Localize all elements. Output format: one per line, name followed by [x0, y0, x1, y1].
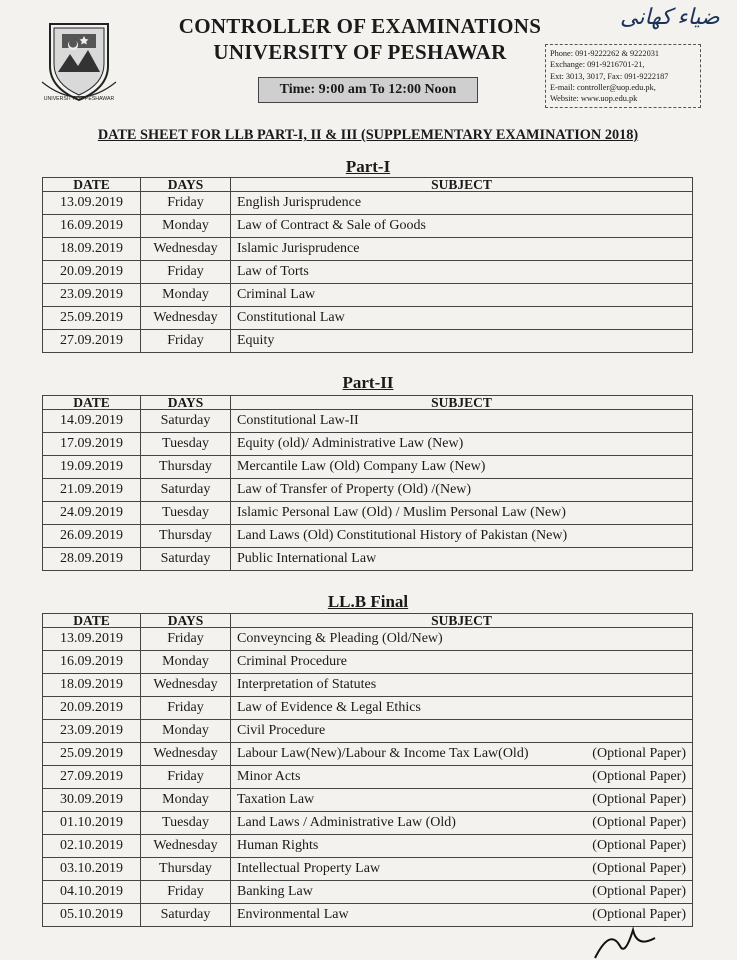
cell-day: Friday — [141, 697, 231, 720]
subject-text: Land Laws / Administrative Law (Old) — [237, 815, 456, 830]
optional-paper-note: (Optional Paper) — [592, 884, 686, 899]
cell-subject — [231, 720, 693, 743]
cell-date: 24.09.2019 — [43, 502, 141, 525]
cell-date: 20.09.2019 — [43, 697, 141, 720]
cell-day: Wednesday — [141, 674, 231, 697]
contact-phone: Phone: 091-9222262 & 9222031 — [550, 49, 660, 58]
table-row — [43, 192, 693, 215]
table-row — [43, 628, 693, 651]
subject-text: Labour Law(New)/Labour & Income Tax Law(Old) — [237, 746, 529, 761]
col-header-days: DAYS — [141, 614, 231, 628]
cell-subject — [231, 261, 693, 284]
svg-text:UNIVERSITY OF PESHAWAR: UNIVERSITY OF PESHAWAR — [43, 96, 115, 102]
table-row — [43, 261, 693, 284]
col-header-subject: SUBJECT — [231, 178, 693, 192]
table-row — [43, 215, 693, 238]
cell-subject — [231, 410, 693, 433]
cell-subject — [231, 881, 693, 904]
subject-text: Criminal Law — [237, 287, 316, 302]
table-row — [43, 410, 693, 433]
cell-subject — [231, 697, 693, 720]
subject-text: Conveyncing & Pleading (Old/New) — [237, 631, 443, 646]
cell-subject — [231, 548, 693, 571]
cell-subject — [231, 858, 693, 881]
optional-paper-note: (Optional Paper) — [592, 769, 686, 784]
col-header-date: DATE — [43, 614, 141, 628]
subject-text: Criminal Procedure — [237, 654, 348, 669]
cell-date: 13.09.2019 — [43, 628, 141, 651]
cell-date: 04.10.2019 — [43, 881, 141, 904]
subject-text: Law of Torts — [237, 264, 309, 279]
optional-paper-note: (Optional Paper) — [592, 838, 686, 853]
table-row — [43, 525, 693, 548]
table-row — [43, 651, 693, 674]
subject-text: Law of Contract & Sale of Goods — [237, 218, 426, 233]
cell-date: 17.09.2019 — [43, 433, 141, 456]
cell-subject — [231, 192, 693, 215]
table-row — [43, 238, 693, 261]
schedule-table-part-1 — [42, 177, 693, 353]
cell-day: Friday — [141, 192, 231, 215]
table-row — [43, 881, 693, 904]
table-row — [43, 720, 693, 743]
cell-date: 16.09.2019 — [43, 651, 141, 674]
optional-paper-note: (Optional Paper) — [592, 792, 686, 807]
exam-time-box: Time: 9:00 am To 12:00 Noon — [258, 77, 478, 103]
col-header-subject: SUBJECT — [231, 396, 693, 410]
table-row — [43, 456, 693, 479]
cell-date: 27.09.2019 — [43, 330, 141, 353]
col-header-date: DATE — [43, 178, 141, 192]
subject-text: Constitutional Law-II — [237, 413, 359, 428]
subject-text: English Jurisprudence — [237, 195, 362, 210]
subject-text: Banking Law — [237, 884, 313, 899]
contact-exchange: Exchange: 091-9216701-21, — [550, 60, 645, 70]
table-row — [43, 766, 693, 789]
cell-date: 23.09.2019 — [43, 284, 141, 307]
col-header-days: DAYS — [141, 178, 231, 192]
subject-text: Law of Evidence & Legal Ethics — [237, 700, 421, 715]
cell-subject — [231, 433, 693, 456]
cell-day: Wednesday — [141, 743, 231, 766]
col-header-date: DATE — [43, 396, 141, 410]
cell-date: 05.10.2019 — [43, 904, 141, 927]
cell-day: Friday — [141, 261, 231, 284]
section-title-part-1: Part-I — [345, 157, 391, 176]
contact-ext-fax: Ext: 3013, 3017, Fax: 091-9222187 — [550, 71, 669, 81]
optional-paper-note: (Optional Paper) — [592, 861, 686, 876]
cell-day: Saturday — [141, 479, 231, 502]
handwritten-note: ضیاء کھانی — [620, 4, 720, 29]
subject-text: Mercantile Law (Old) Company Law (New) — [237, 459, 486, 474]
cell-day: Monday — [141, 284, 231, 307]
cell-day: Monday — [141, 651, 231, 674]
cell-day: Tuesday — [141, 812, 231, 835]
contact-email: E-mail: controller@uop.edu.pk, — [550, 82, 656, 92]
table-header-row — [43, 614, 693, 628]
subject-text: Land Laws (Old) Constitutional History of Pakistan (New) — [237, 528, 568, 543]
cell-day: Monday — [141, 720, 231, 743]
cell-date: 20.09.2019 — [43, 261, 141, 284]
table-header-row — [43, 178, 693, 192]
optional-paper-note: (Optional Paper) — [592, 907, 686, 922]
cell-subject — [231, 284, 693, 307]
cell-day: Thursday — [141, 456, 231, 479]
cell-subject — [231, 238, 693, 261]
subject-text: Equity — [237, 333, 275, 348]
cell-date: 01.10.2019 — [43, 812, 141, 835]
table-row — [43, 743, 693, 766]
cell-date: 16.09.2019 — [43, 215, 141, 238]
cell-subject — [231, 628, 693, 651]
table-row — [43, 502, 693, 525]
table-row — [43, 789, 693, 812]
schedule-table-llb-final — [42, 613, 693, 927]
cell-subject — [231, 456, 693, 479]
cell-day: Monday — [141, 215, 231, 238]
col-header-days: DAYS — [141, 396, 231, 410]
table-row — [43, 858, 693, 881]
cell-day: Friday — [141, 330, 231, 353]
cell-day: Saturday — [141, 904, 231, 927]
table-header-row — [43, 396, 693, 410]
cell-date: 23.09.2019 — [43, 720, 141, 743]
cell-date: 18.09.2019 — [43, 238, 141, 261]
date-sheet-subtitle: DATE SHEET FOR LLB PART-I, II & III (SUPPLEMENTARY EXAMINATION 2018) — [97, 127, 639, 143]
col-header-subject: SUBJECT — [231, 614, 693, 628]
subject-text: Civil Procedure — [237, 723, 326, 738]
table-row — [43, 674, 693, 697]
cell-subject — [231, 674, 693, 697]
header-title-line2: UNIVERSITY OF PESHAWAR — [213, 40, 507, 64]
cell-date: 28.09.2019 — [43, 548, 141, 571]
cell-subject — [231, 651, 693, 674]
cell-day: Saturday — [141, 548, 231, 571]
schedule-table-part-2 — [42, 395, 693, 571]
table-row — [43, 835, 693, 858]
university-crest-logo — [40, 16, 118, 104]
cell-date: 25.09.2019 — [43, 743, 141, 766]
table-row — [43, 479, 693, 502]
cell-day: Saturday — [141, 410, 231, 433]
header-title-line1: CONTROLLER OF EXAMINATIONS — [178, 14, 542, 38]
cell-subject — [231, 525, 693, 548]
cell-date: 25.09.2019 — [43, 307, 141, 330]
cell-date: 02.10.2019 — [43, 835, 141, 858]
table-row — [43, 284, 693, 307]
table-row — [43, 697, 693, 720]
subject-text: Islamic Personal Law (Old) / Muslim Personal Law (New) — [237, 505, 566, 520]
cell-day: Tuesday — [141, 433, 231, 456]
contact-website: Website: www.uop.edu.pk — [550, 94, 638, 104]
cell-subject — [231, 835, 693, 858]
subject-text: Minor Acts — [237, 769, 301, 784]
cell-date: 18.09.2019 — [43, 674, 141, 697]
signature-mark — [585, 918, 665, 960]
cell-date: 19.09.2019 — [43, 456, 141, 479]
table-row — [43, 433, 693, 456]
cell-day: Monday — [141, 789, 231, 812]
optional-paper-note: (Optional Paper) — [592, 815, 686, 830]
subject-text: Interpretation of Statutes — [237, 677, 377, 692]
cell-date: 30.09.2019 — [43, 789, 141, 812]
cell-subject — [231, 307, 693, 330]
cell-date: 03.10.2019 — [43, 858, 141, 881]
cell-subject — [231, 812, 693, 835]
subject-text: Human Rights — [237, 838, 319, 853]
subject-text: Taxation Law — [237, 792, 315, 807]
cell-subject — [231, 766, 693, 789]
cell-subject — [231, 330, 693, 353]
cell-date: 27.09.2019 — [43, 766, 141, 789]
cell-date: 14.09.2019 — [43, 410, 141, 433]
cell-subject — [231, 502, 693, 525]
subject-text: Equity (old)/ Administrative Law (New) — [237, 436, 464, 451]
subject-text: Environmental Law — [237, 907, 349, 922]
cell-date: 21.09.2019 — [43, 479, 141, 502]
subject-text: Constitutional Law — [237, 310, 345, 325]
cell-day: Wednesday — [141, 835, 231, 858]
subject-text: Intellectual Property Law — [237, 861, 381, 876]
cell-day: Thursday — [141, 858, 231, 881]
cell-date: 26.09.2019 — [43, 525, 141, 548]
cell-subject — [231, 743, 693, 766]
cell-subject — [231, 479, 693, 502]
subject-text: Law of Transfer of Property (Old) /(New) — [237, 482, 472, 497]
subject-text: Public International Law — [237, 551, 377, 566]
contact-info-box — [545, 44, 701, 108]
cell-day: Friday — [141, 881, 231, 904]
cell-subject — [231, 215, 693, 238]
cell-day: Tuesday — [141, 502, 231, 525]
section-title-part-2: Part-II — [342, 373, 394, 392]
cell-day: Wednesday — [141, 238, 231, 261]
cell-day: Friday — [141, 766, 231, 789]
table-row — [43, 548, 693, 571]
cell-day: Thursday — [141, 525, 231, 548]
section-title-llb-final: LL.B Final — [327, 592, 409, 611]
table-row — [43, 812, 693, 835]
subject-text: Islamic Jurisprudence — [237, 241, 360, 256]
table-row — [43, 307, 693, 330]
cell-day: Wednesday — [141, 307, 231, 330]
cell-date: 13.09.2019 — [43, 192, 141, 215]
cell-day: Friday — [141, 628, 231, 651]
cell-subject — [231, 789, 693, 812]
table-row — [43, 330, 693, 353]
optional-paper-note: (Optional Paper) — [592, 746, 686, 761]
